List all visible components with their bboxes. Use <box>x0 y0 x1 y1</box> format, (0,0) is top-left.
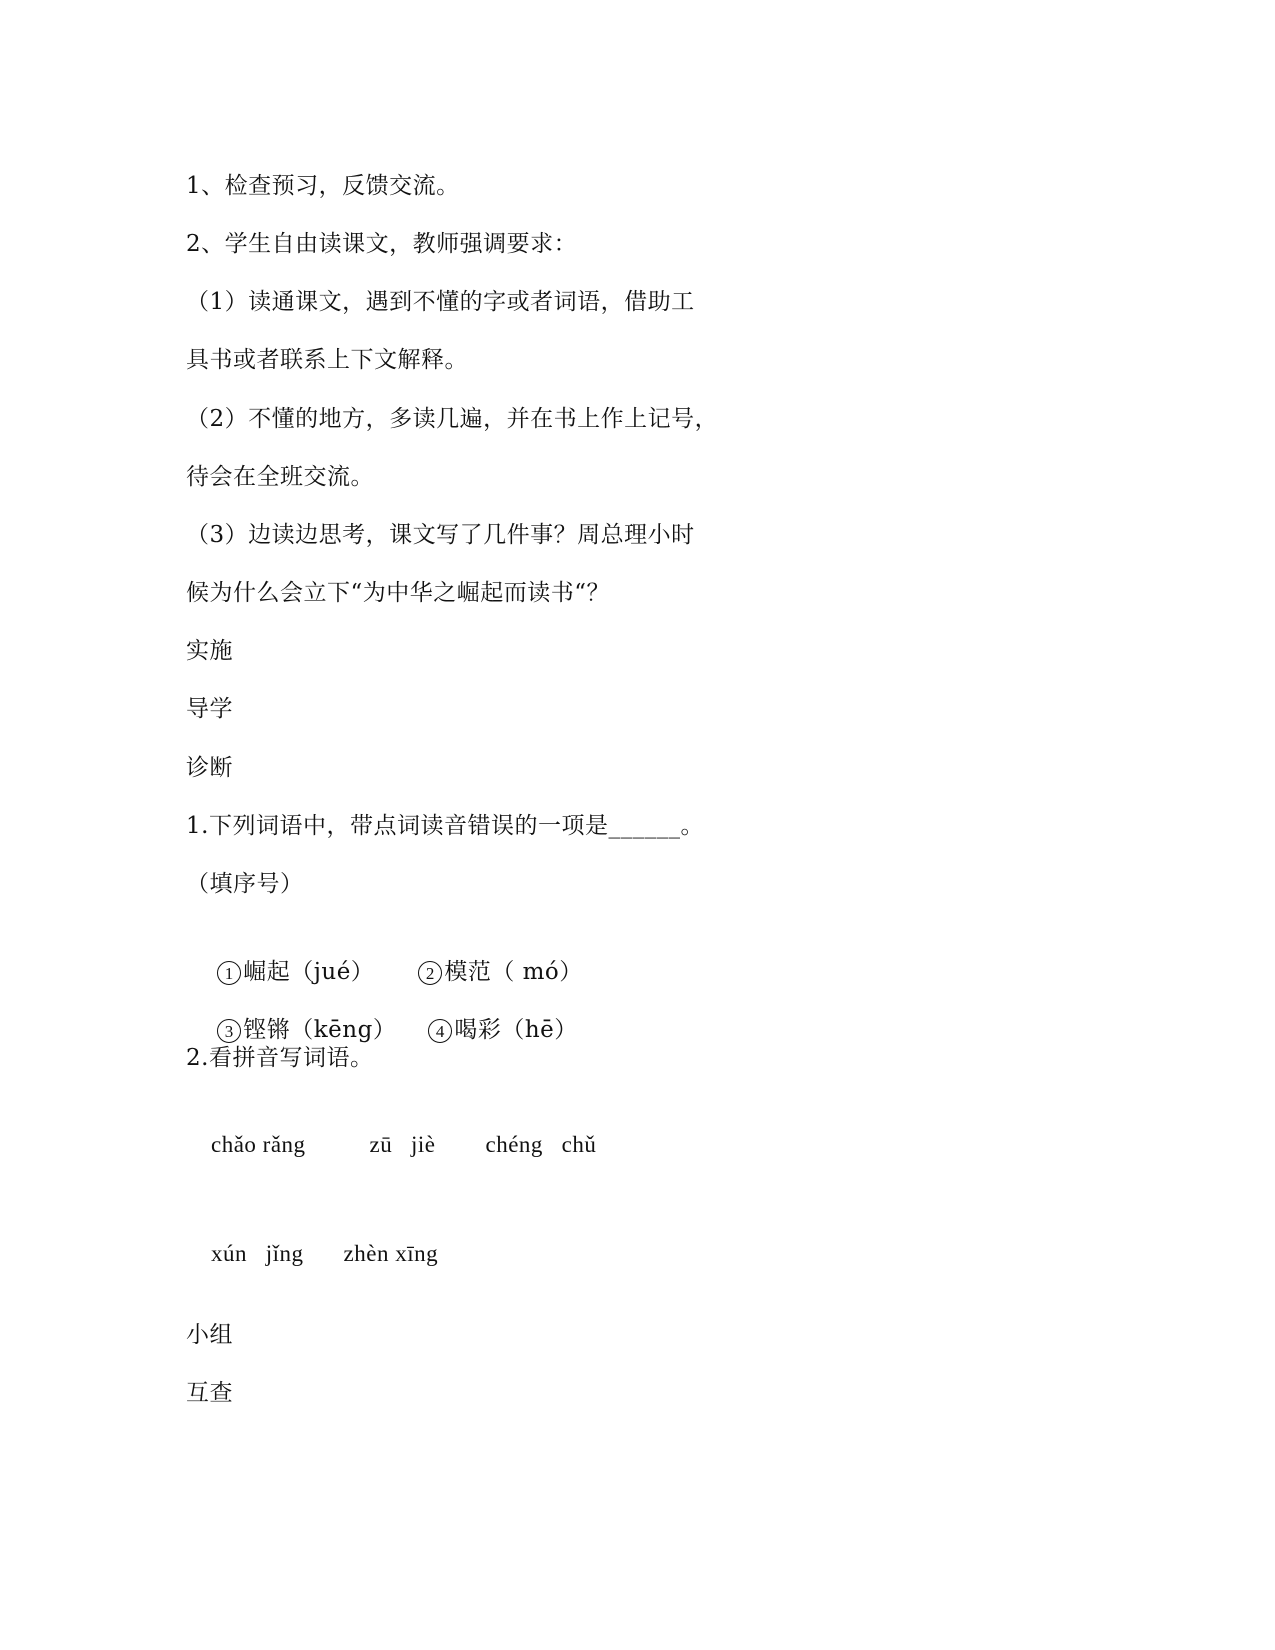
step-2-item-3-cont: 候为什么会立下“为中华之崛起而读书“？ <box>186 580 611 606</box>
option-4 <box>428 1015 577 1045</box>
option-text: 喝彩（hē） <box>454 1017 578 1043</box>
label-check: 互查 <box>186 1380 233 1406</box>
label-guide: 导学 <box>186 696 233 722</box>
question-1-stem: 1.下列词语中，带点词读音错误的一项是______。 <box>186 813 704 839</box>
circled-number: 2 <box>418 961 442 985</box>
label-group: 小组 <box>186 1322 233 1348</box>
option-text: 崛起（jué） <box>243 959 375 985</box>
step-2-item-3: （3）边读边思考，课文写了几件事？周总理小时 <box>186 522 695 548</box>
option-1 <box>217 957 374 987</box>
step-2: 2、学生自由读课文，教师强调要求： <box>186 231 578 257</box>
pinyin-row-2 <box>186 1209 438 1299</box>
pinyin-word: xún jǐng <box>211 1241 304 1266</box>
step-2-item-2: （2）不懂的地方，多读几遍，并在书上作上记号， <box>186 406 719 432</box>
option-2 <box>418 957 582 987</box>
label-diagnose: 诊断 <box>186 755 233 781</box>
option-text: 模范（ mó） <box>444 959 583 985</box>
circled-number: 1 <box>217 961 241 985</box>
step-2-item-1: （1）读通课文，遇到不懂的字或者词语，借助工 <box>186 289 695 315</box>
pinyin-word: chǎo rǎng <box>211 1132 306 1157</box>
pinyin-word: zū jiè <box>369 1132 436 1157</box>
step-1: 1、检查预习，反馈交流。 <box>186 173 460 199</box>
question-2-stem: 2.看拼音写词语。 <box>186 1045 374 1071</box>
pinyin-word: zhèn xīng <box>343 1241 439 1266</box>
circled-number: 4 <box>428 1019 452 1043</box>
pinyin-word: chéng chǔ <box>485 1132 597 1157</box>
question-1-note: （填序号） <box>186 871 304 897</box>
pinyin-row-1 <box>186 1100 596 1190</box>
step-2-item-1-cont: 具书或者联系上下文解释。 <box>186 347 468 373</box>
option-text: 铿锵（kēng） <box>243 1017 397 1043</box>
option-3 <box>217 1015 396 1045</box>
label-implement: 实施 <box>186 638 233 664</box>
circled-number: 3 <box>217 1019 241 1043</box>
step-2-item-2-cont: 待会在全班交流。 <box>186 464 374 490</box>
